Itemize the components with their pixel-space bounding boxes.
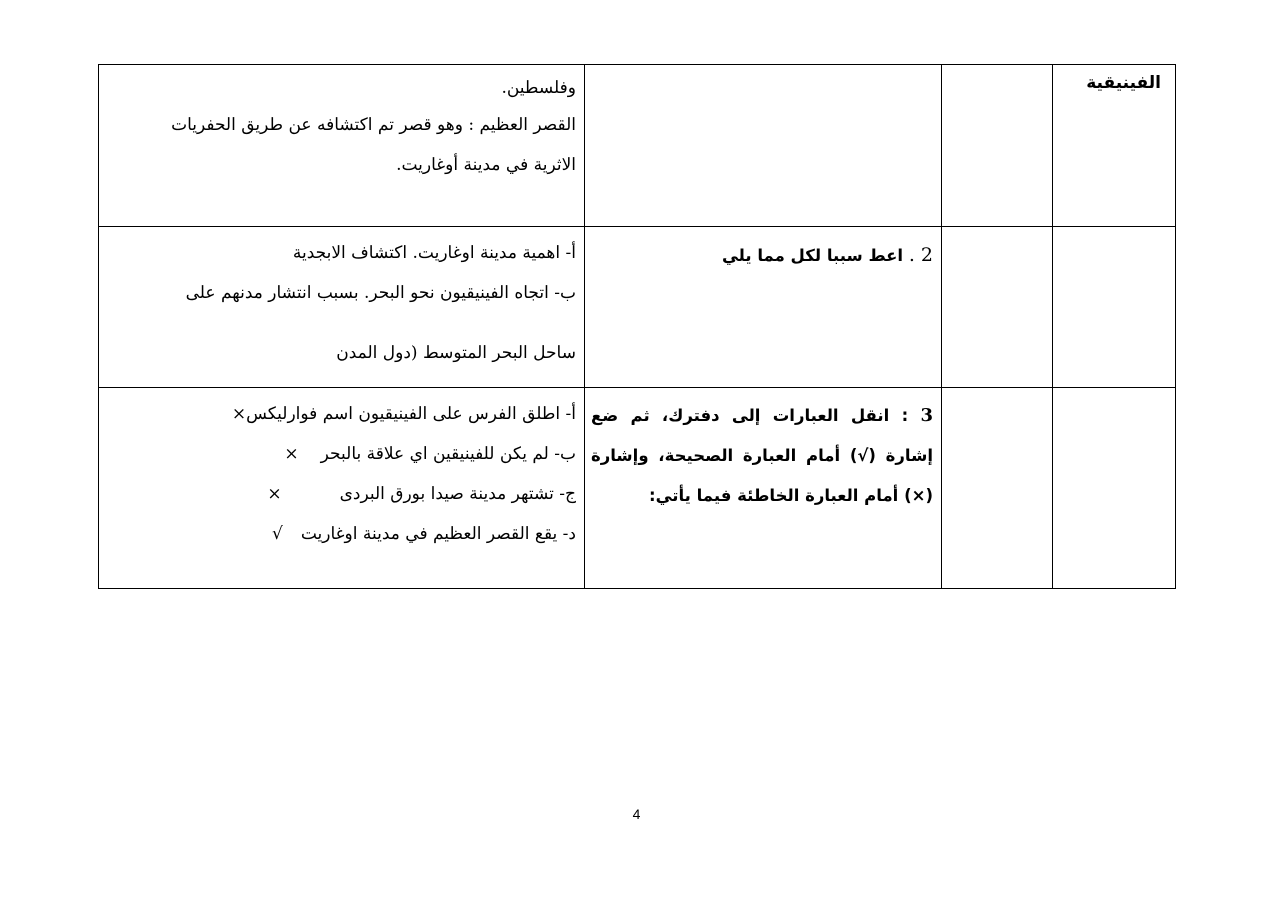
answer-line: الاثرية في مدينة أوغاريت. [396, 155, 576, 175]
question-cell [585, 388, 942, 589]
answer-line: أ- اهمية مدينة اوغاريت. اكتشاف الابجدية [292, 243, 576, 263]
empty-cell [942, 388, 1053, 589]
answer-item-text: ب- لم يكن للفينيقين اي علاقة بالبحر [320, 444, 576, 464]
question-number: 3 [920, 405, 934, 426]
answer-item-text: ج- تشتهر مدينة صيدا بورق البردى [339, 484, 576, 504]
question-body: اعط سببا لكل مما يلي [721, 246, 904, 265]
page-number: 4 [632, 806, 641, 822]
answer-line: القصر العظيم : وهو قصر تم اكتشافه عن طريق الحفريات [171, 115, 576, 135]
answer-block [99, 65, 584, 185]
answer-line: وفلسطين. [501, 78, 576, 98]
question-cell [585, 227, 942, 388]
answer-block [99, 388, 584, 554]
table-row [99, 227, 1176, 388]
topic-cell [1053, 227, 1176, 388]
topic-cell [1053, 65, 1176, 227]
answer-cell [99, 65, 585, 227]
cross-mark-icon: × [284, 444, 299, 464]
empty-cell [942, 227, 1053, 388]
table-row [99, 65, 1176, 227]
table-row [99, 388, 1176, 589]
answer-cell [99, 227, 585, 388]
answer-item [105, 514, 576, 554]
question-cell [585, 65, 942, 227]
topic-cell [1053, 388, 1176, 589]
answer-line: ساحل البحر المتوسط (دول المدن [336, 343, 576, 363]
cross-mark-icon: × [267, 484, 282, 504]
lesson-table [98, 64, 1176, 589]
answer-item [105, 474, 576, 514]
answer-item-text: د- يقع القصر العظيم في مدينة اوغاريت [300, 524, 576, 544]
question-text [585, 227, 941, 276]
answer-block [99, 227, 584, 373]
question-number: 2 . [908, 244, 933, 266]
topic-label: الفينيقية [1086, 73, 1161, 93]
question-text [585, 388, 941, 516]
answer-line: ب- اتجاه الفينيقيون نحو البحر. بسبب انتشار مدنهم على [185, 283, 576, 303]
answer-item-text: أ- اطلق الفرس على الفينيقيون اسم فوارليكس [246, 404, 576, 424]
empty-cell [942, 65, 1053, 227]
answer-item [105, 394, 576, 434]
answer-cell [99, 388, 585, 589]
check-mark-icon: √ [271, 524, 283, 544]
answer-item [105, 434, 576, 474]
cross-mark-icon: × [231, 404, 247, 424]
question-body: : انقل العبارات إلى دفترك، ثم ضع إشارة (√) أمام العبارة الصحيحة، وإشارة (×) أمام العبارة الخاطئة فيما يأتي: [591, 406, 933, 505]
